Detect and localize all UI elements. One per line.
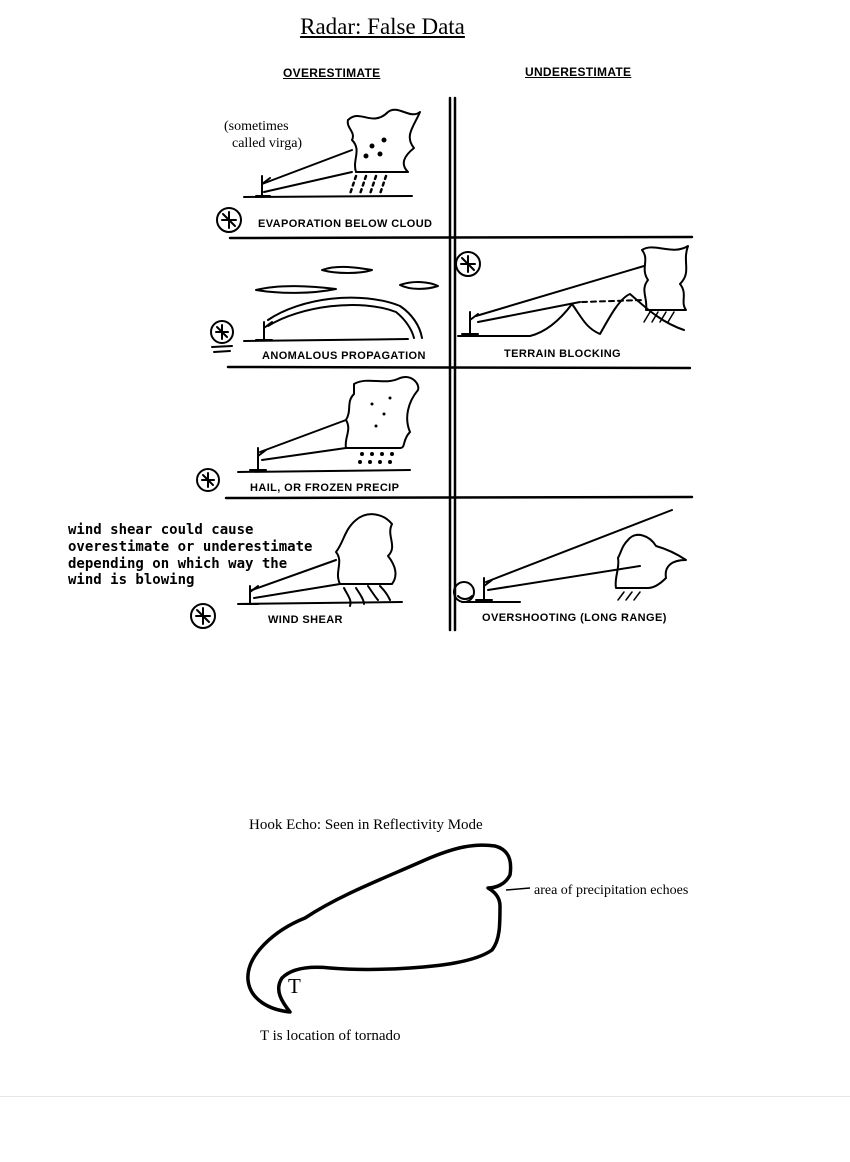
terrain-blocking-panel [456, 246, 688, 336]
caption-wind-shear: WIND SHEAR [268, 614, 343, 626]
hook-echo-heading: Hook Echo: Seen in Reflectivity Mode [249, 817, 483, 833]
wind-shear-note-line-2: overestimate or underestimate [68, 539, 313, 555]
tornado-caption: T is location of tornado [260, 1028, 401, 1044]
overshooting-panel [454, 510, 686, 602]
caption-overshooting: OVERSHOOTING (LONG RANGE) [482, 612, 667, 624]
hail-panel [197, 377, 418, 491]
page-title: Radar: False Data [300, 14, 465, 39]
precipitation-echoes-label: area of precipitation echoes [534, 883, 689, 898]
caption-hail: HAIL, OR FROZEN PRECIP [250, 482, 400, 494]
page-bottom-rule [0, 1096, 850, 1097]
caption-anomalous-propagation: ANOMALOUS PROPAGATION [262, 350, 426, 362]
virga-note-line-2: called virga) [232, 136, 303, 151]
underestimate-heading: UNDERESTIMATE [525, 65, 632, 79]
caption-evaporation: EVAPORATION BELOW CLOUD [258, 218, 433, 230]
wind-shear-note-line-3: depending on which way the [68, 556, 288, 572]
overestimate-heading: OVERESTIMATE [283, 66, 381, 80]
caption-terrain-blocking: TERRAIN BLOCKING [504, 348, 622, 360]
anomalous-propagation-panel [211, 267, 438, 352]
wind-shear-note-line-1: wind shear could cause [68, 522, 254, 538]
virga-note-line-1: (sometimes [224, 119, 289, 134]
wind-shear-note-line-4: wind is blowing [68, 572, 195, 588]
tornado-marker: T [288, 974, 301, 998]
